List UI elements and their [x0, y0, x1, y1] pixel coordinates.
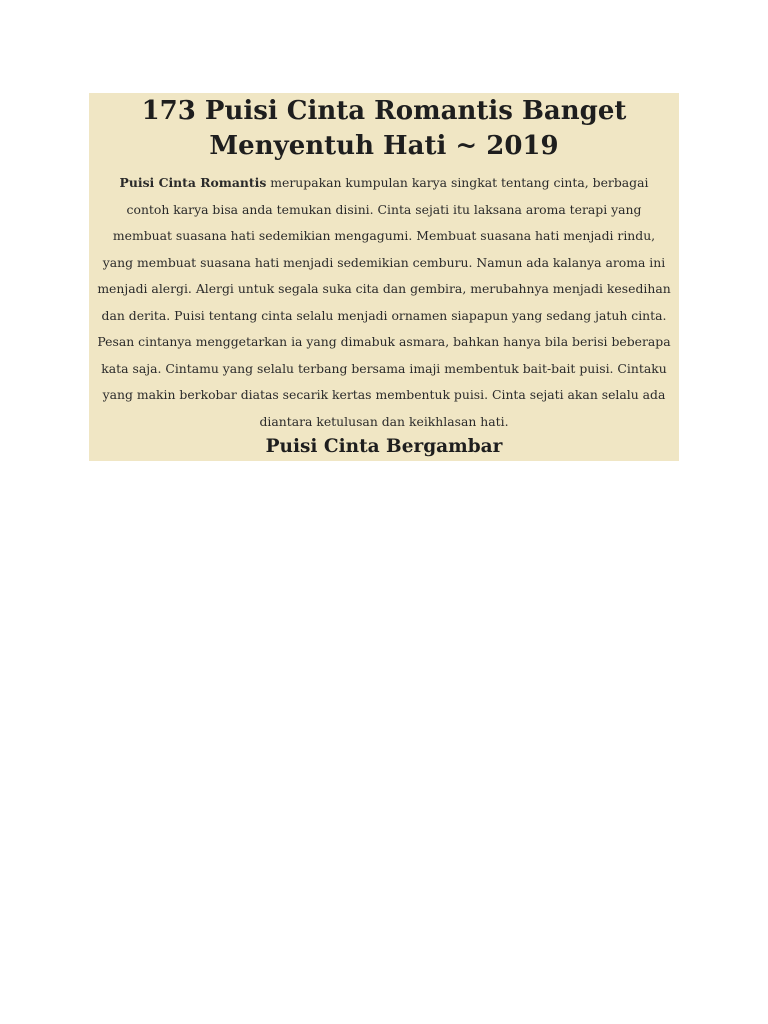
article-intro	[97, 170, 671, 435]
section-heading: Puisi Cinta Bergambar	[265, 436, 503, 457]
article-panel	[89, 93, 679, 461]
article-title: 173 Puisi Cinta Romantis Banget Menyentuh Hati ~ 2019	[141, 96, 627, 161]
intro-body-text: merupakan kumpulan karya singkat tentang cinta, berbagai contoh karya bisa anda temukan disini. Cinta sejati itu laksana aroma terapi yang membuat suasana hati sedemikian mengagumi. Membuat suasana hati menjadi rindu, yang membuat suasana hati menjadi sedemikian cemburu. Namun ada kalanya aroma ini menjadi alergi. Alergi untuk segala suka cita dan gembira, merubahnya menjadi kesedihan dan derita. Puisi tentang cinta selalu menjadi ornamen siapapun yang sedang jatuh cinta. Pesan cintanya menggetarkan ia yang dimabuk asmara, bahkan hanya bila berisi beberapa kata saja. Cintamu yang selalu terbang bersama imaji membentuk bait-bait puisi. Cintaku yang makin berkobar diatas secarik kertas membentuk puisi. Cinta sejati akan selalu ada diantara ketulusan dan keikhlasan hati.	[97, 175, 671, 429]
intro-lead-bold: Puisi Cinta Romantis	[119, 175, 267, 190]
